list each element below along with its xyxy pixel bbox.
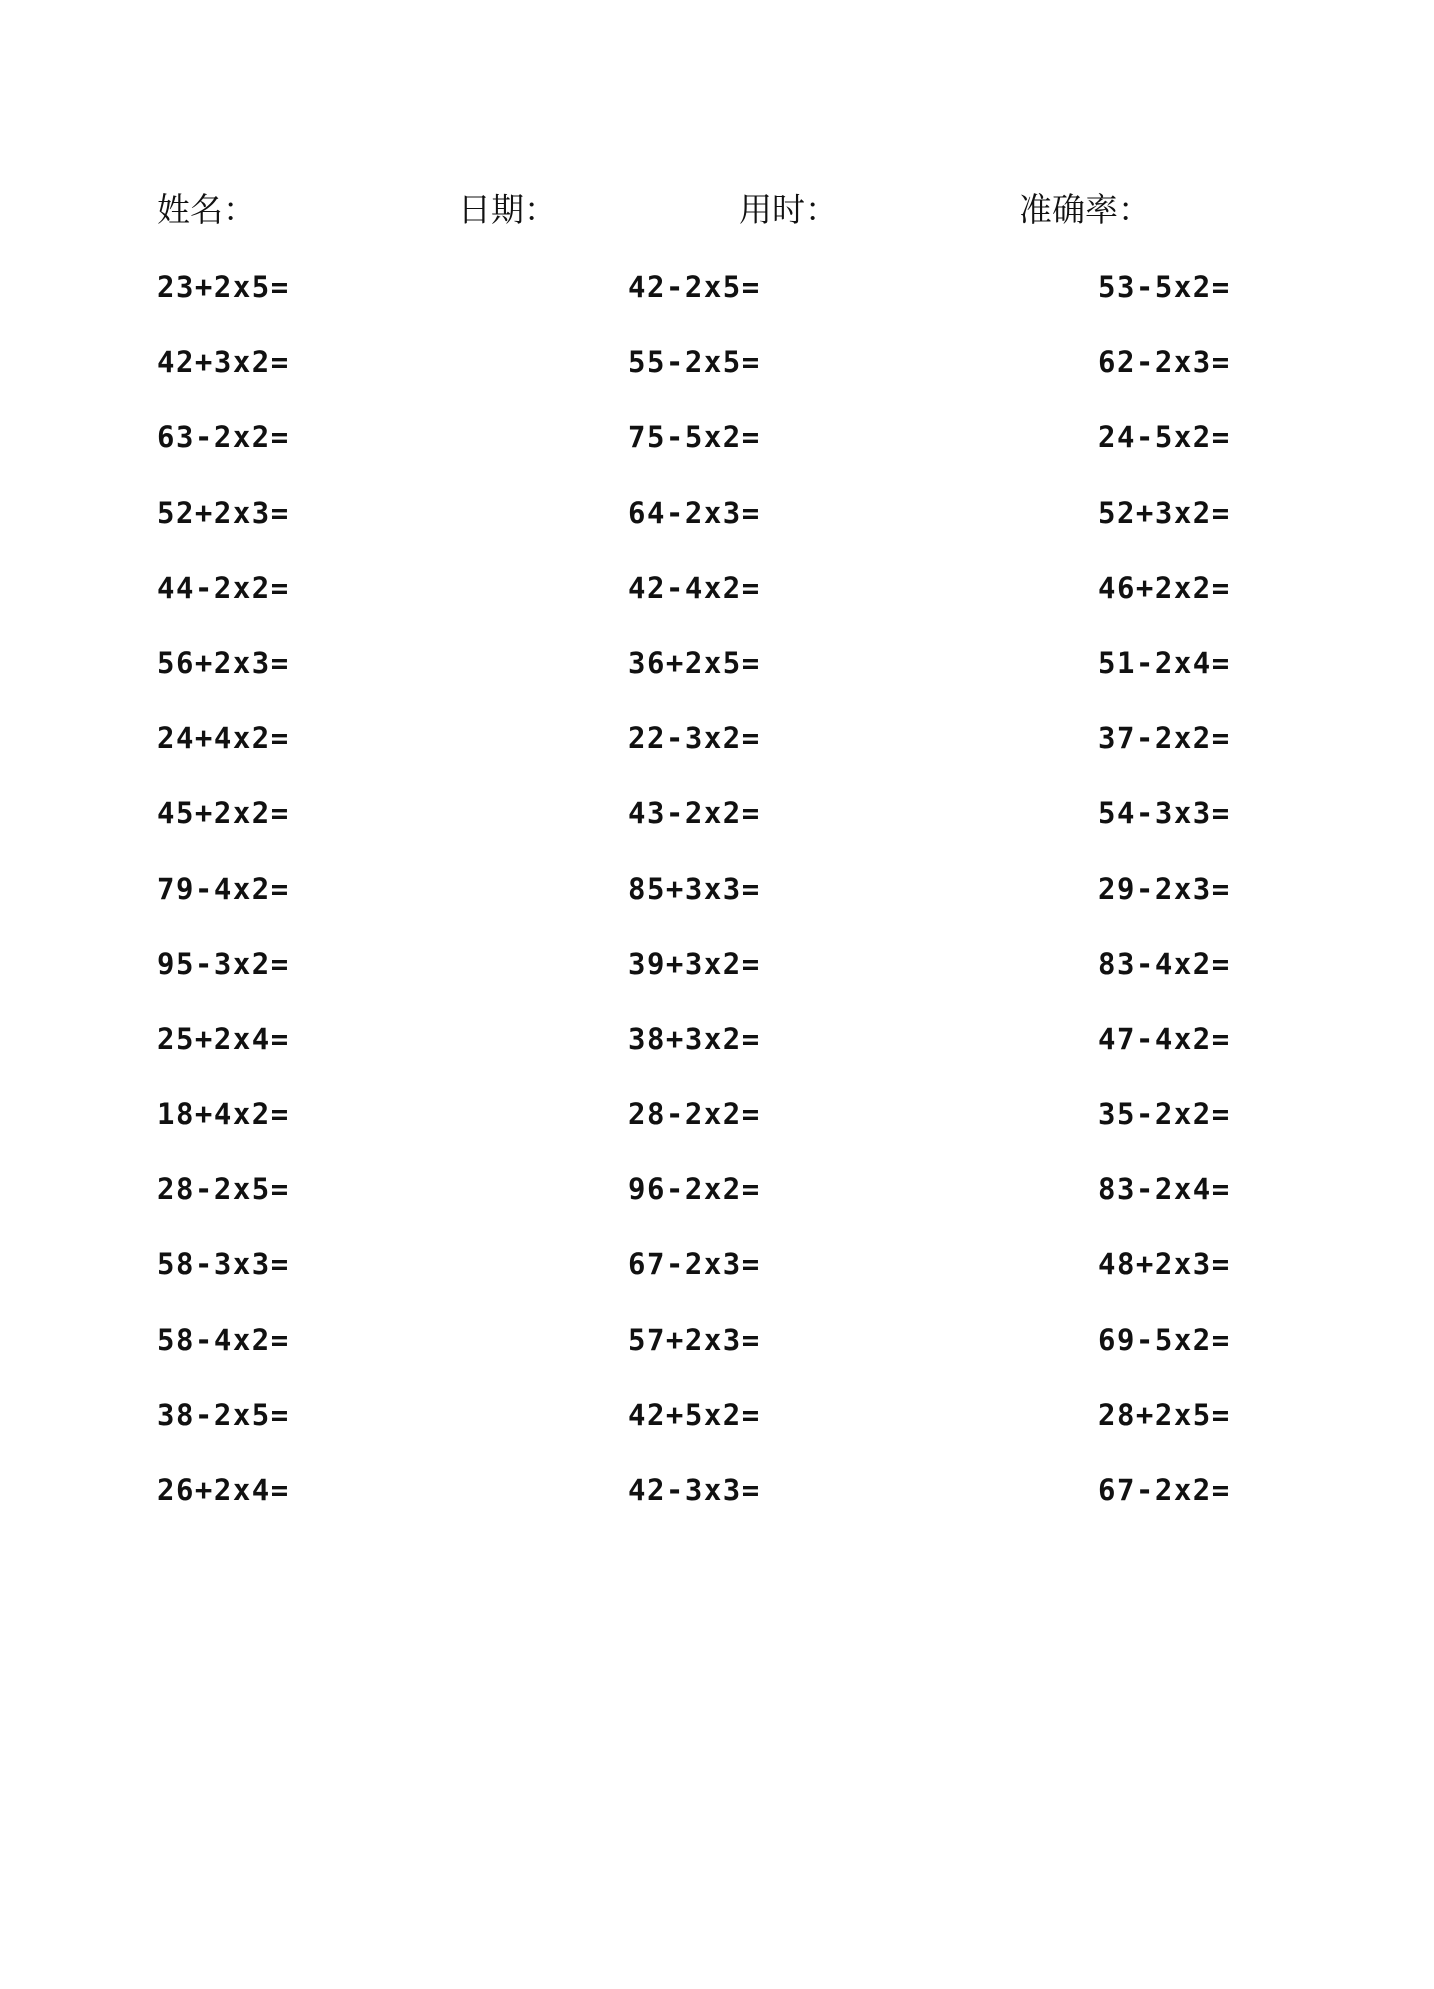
problem-row [0, 638, 1434, 713]
math-problem: 63-2x2= [157, 420, 290, 455]
math-problem: 69-5x2= [1098, 1322, 1231, 1357]
problem-row [0, 1089, 1434, 1164]
math-problem: 83-2x4= [1098, 1172, 1231, 1207]
math-problem: 28+2x5= [1098, 1397, 1231, 1432]
math-problem: 48+2x3= [1098, 1247, 1231, 1282]
time-used-label: 用时： [739, 190, 838, 229]
math-problem: 25+2x4= [157, 1021, 290, 1056]
math-problem: 42+5x2= [628, 1397, 761, 1432]
math-problem: 24-5x2= [1098, 420, 1231, 455]
math-problem: 39+3x2= [628, 946, 761, 981]
math-problem: 75-5x2= [628, 420, 761, 455]
math-problem: 47-4x2= [1098, 1021, 1231, 1056]
math-problem: 38+3x2= [628, 1021, 761, 1056]
math-problem: 44-2x2= [157, 570, 290, 605]
problem-grid [0, 262, 1434, 1540]
math-problem: 28-2x5= [157, 1172, 290, 1207]
problem-row [0, 864, 1434, 939]
problem-row [0, 939, 1434, 1014]
date-label: 日期： [458, 190, 557, 229]
math-problem: 51-2x4= [1098, 645, 1231, 680]
math-problem: 85+3x3= [628, 871, 761, 906]
math-problem: 46+2x2= [1098, 570, 1231, 605]
problem-row [0, 1465, 1434, 1540]
math-problem: 38-2x5= [157, 1397, 290, 1432]
math-problem: 42-3x3= [628, 1473, 761, 1507]
problem-row [0, 1390, 1434, 1465]
problem-row [0, 713, 1434, 788]
worksheet-header [0, 185, 1434, 235]
math-problem: 23+2x5= [157, 270, 290, 304]
math-problem: 29-2x3= [1098, 871, 1231, 906]
problem-row [0, 563, 1434, 638]
problem-row [0, 1014, 1434, 1089]
problem-row [0, 488, 1434, 563]
problem-row [0, 412, 1434, 487]
accuracy-label: 准确率： [1019, 190, 1151, 229]
math-problem: 55-2x5= [628, 345, 761, 380]
math-problem: 57+2x3= [628, 1322, 761, 1357]
problem-row [0, 1315, 1434, 1390]
math-problem: 52+2x3= [157, 495, 290, 530]
math-problem: 42-2x5= [628, 270, 761, 304]
math-problem: 95-3x2= [157, 946, 290, 981]
math-problem: 53-5x2= [1098, 270, 1231, 304]
math-problem: 67-2x2= [1098, 1473, 1231, 1507]
name-label: 姓名： [157, 190, 256, 229]
math-problem: 83-4x2= [1098, 946, 1231, 981]
problem-row [0, 262, 1434, 337]
math-problem: 52+3x2= [1098, 495, 1231, 530]
math-problem: 79-4x2= [157, 871, 290, 906]
math-problem: 36+2x5= [628, 645, 761, 680]
math-problem: 96-2x2= [628, 1172, 761, 1207]
problem-row [0, 1239, 1434, 1314]
math-problem: 28-2x2= [628, 1097, 761, 1132]
problem-row [0, 337, 1434, 412]
math-problem: 56+2x3= [157, 645, 290, 680]
math-problem: 58-4x2= [157, 1322, 290, 1357]
math-problem: 26+2x4= [157, 1473, 290, 1507]
math-problem: 24+4x2= [157, 721, 290, 756]
math-problem: 54-3x3= [1098, 796, 1231, 831]
math-problem: 67-2x3= [628, 1247, 761, 1282]
math-problem: 22-3x2= [628, 721, 761, 756]
problem-row [0, 788, 1434, 863]
math-problem: 43-2x2= [628, 796, 761, 831]
math-problem: 35-2x2= [1098, 1097, 1231, 1132]
math-problem: 64-2x3= [628, 495, 761, 530]
math-problem: 58-3x3= [157, 1247, 290, 1282]
math-problem: 62-2x3= [1098, 345, 1231, 380]
math-problem: 45+2x2= [157, 796, 290, 831]
math-problem: 42-4x2= [628, 570, 761, 605]
math-problem: 37-2x2= [1098, 721, 1231, 756]
math-problem: 18+4x2= [157, 1097, 290, 1132]
math-problem: 42+3x2= [157, 345, 290, 380]
problem-row [0, 1164, 1434, 1239]
